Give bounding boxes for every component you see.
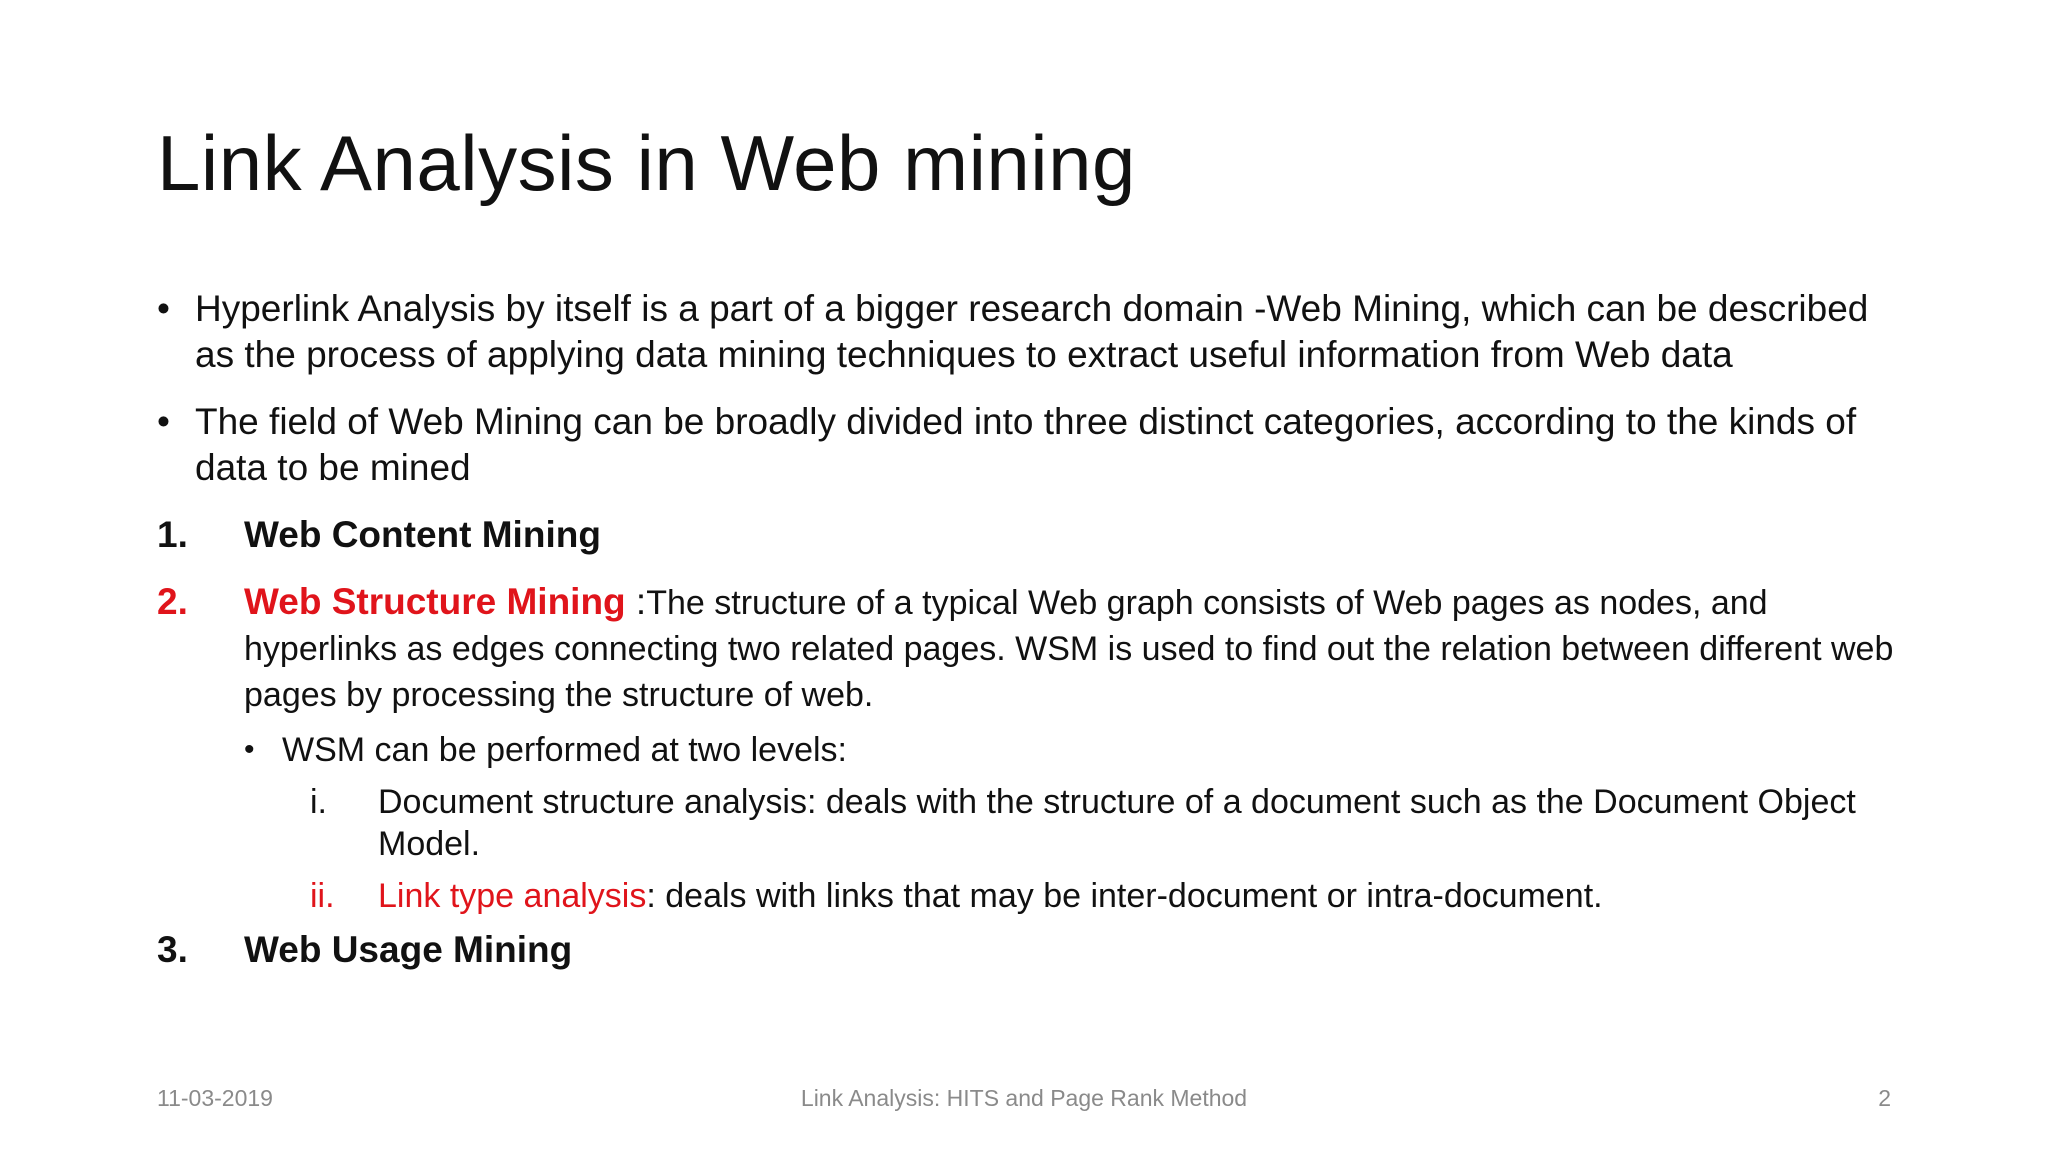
wsm-level-item [310, 875, 1917, 917]
bullet-text: The field of Web Mining can be broadly divided into three distinct categories, according to the kinds of data to be mined [195, 401, 1857, 488]
bullet-dot: • [157, 288, 170, 329]
category-web-content-mining [157, 512, 1917, 558]
category-number: 2. [157, 581, 188, 622]
wsm-levels-intro [244, 729, 1917, 771]
category-number: 1. [157, 514, 188, 555]
roman-numeral: ii. [310, 877, 335, 915]
wsm-level-text: Document structure analysis: deals with the structure of a document such as the Document Object Model. [378, 783, 1856, 863]
wsm-levels-intro-text: WSM can be performed at two levels: [282, 731, 848, 769]
wsm-level-item [310, 781, 1917, 865]
category-name: Web Usage Mining [244, 929, 573, 970]
bullet-dot: • [157, 401, 170, 442]
category-number: 3. [157, 929, 188, 970]
category-name: Web Structure Mining [244, 581, 626, 622]
bullet-item [157, 399, 1917, 491]
slide-body [157, 286, 1917, 994]
bullet-item [157, 286, 1917, 378]
bullet-text: Hyperlink Analysis by itself is a part of a bigger research domain -Web Mining, which can be described as the process of applying data mining techniques to extract useful information from Web data [195, 288, 1869, 375]
category-description: The structure of a typical Web graph consists of Web pages as nodes, and hyperlinks as edges connecting two related pages. WSM is used to find out the relation between different web pages by processing the structure of web. [244, 584, 1894, 714]
footer-date: 11-03-2019 [157, 1085, 273, 1111]
category-name: Web Content Mining [244, 514, 601, 555]
category-web-usage-mining [157, 927, 1917, 973]
bullet-dot: • [244, 733, 255, 766]
category-separator: : [625, 581, 647, 622]
wsm-level-text: : deals with links that may be inter-document or intra-document. [646, 877, 1603, 915]
category-web-structure-mining [157, 579, 1917, 717]
footer-title: Link Analysis: HITS and Page Rank Method [800, 1085, 1248, 1111]
roman-numeral: i. [310, 783, 327, 821]
slide-title: Link Analysis in Web mining [157, 119, 1136, 207]
wsm-level-label: Link type analysis [378, 877, 647, 915]
page-number: 2 [1878, 1085, 1891, 1111]
